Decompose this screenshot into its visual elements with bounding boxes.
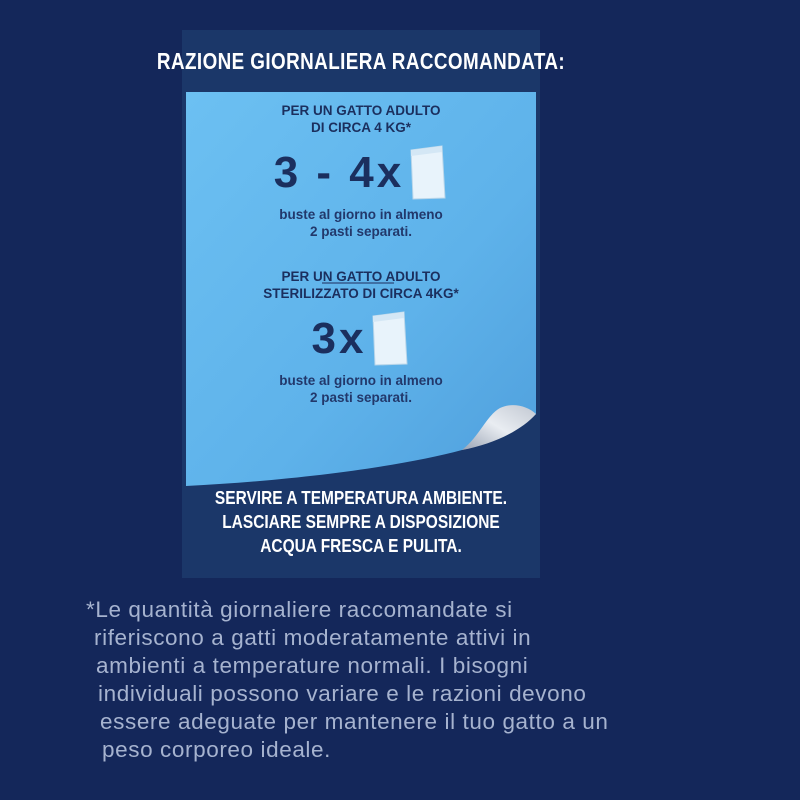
section2-heading-line1: PER UN GATTO ADULTO (281, 269, 441, 284)
pouch-icon (408, 144, 448, 202)
disclaimer-line3: ambienti a temperature normali. I bisogni (96, 653, 529, 678)
disclaimer-line1: *Le quantità giornaliere raccomandate si (86, 597, 513, 622)
ration-card (156, 30, 566, 578)
disclaimer-line4: individuali possono variare e le razioni devono (98, 681, 587, 706)
section1-heading-line1: PER UN GATTO ADULTO (281, 103, 441, 118)
section1-quantity-row (182, 144, 540, 202)
footer-line3: ACQUA FRESCA E PULITA. (260, 536, 462, 556)
section2-quantity: 3x (311, 314, 367, 363)
disclaimer-line5: essere adeguate per mantenere il tuo gatto a un (100, 709, 609, 734)
section1-sub-line2: 2 pasti separati. (309, 224, 413, 239)
serving-instructions (207, 486, 515, 558)
footer-line2: LASCIARE SEMPRE A DISPOSIZIONE (222, 512, 500, 532)
adult-cat-section (182, 102, 540, 240)
card-title: RAZIONE GIORNALIERA RACCOMANDATA: (156, 47, 566, 74)
section2-sub-line2: 2 pasti separati. (309, 390, 413, 405)
disclaimer-line6: peso corporeo ideale. (102, 737, 331, 762)
pouch-icon (370, 310, 410, 368)
footer-line1: SERVIRE A TEMPERATURA AMBIENTE. (214, 488, 508, 508)
sterilized-cat-section (182, 268, 540, 406)
section2-quantity-row (182, 310, 540, 368)
section1-heading-line2: DI CIRCA 4 KG* (310, 120, 411, 135)
section2-sub-line1: buste al giorno in almeno (279, 373, 443, 388)
disclaimer (86, 596, 746, 764)
disclaimer-line2: riferiscono a gatti moderatamente attivi in (94, 625, 532, 650)
section1-quantity: 3 - 4x (273, 148, 405, 197)
section1-sub-line1: buste al giorno in almeno (279, 207, 443, 222)
section2-heading-line2: STERILIZZATO DI CIRCA 4KG* (263, 286, 459, 301)
